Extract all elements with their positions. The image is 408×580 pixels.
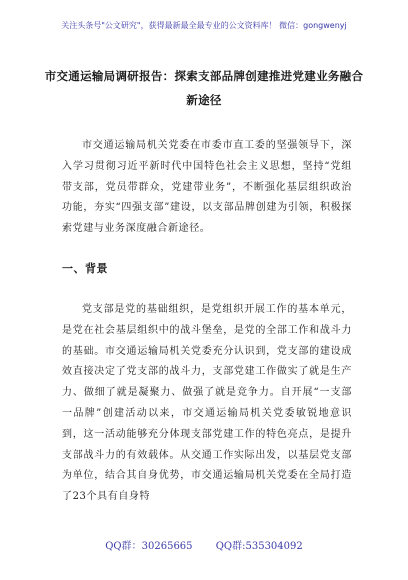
footer-qq-group-1: QQ群：30265665 xyxy=(105,541,193,552)
document-title: 市交通运输局调研报告：探索支部品牌创建推进党建业务融合新途径 xyxy=(44,69,364,107)
section-body-paragraph: 党支部是党的基础组织，是党组织开展工作的基本单元，是党在社会基层组织中的战斗堡垒，是党的全部工作和战斗力的基础。市交通运输局机关党委充分认识到，党支部的建设成效直接决定了党支部的战斗力，支部党建工作做实了就是生产力、做细了就是凝聚力、做强了就是竞争力。自开展“一支部一品牌”创建活动以来，市交通运输局机关党委敏锐地意识到，这一活动能够充分体现支部党建工作的特色亮点，是提升支部战斗力的有效载体。从交通工作实际出发，以基层党支部为单位，结合其自身优势，市交通运输局机关党委在全局打造了23个具有自身特 xyxy=(62,304,352,503)
section-heading-background: 一、背景 xyxy=(62,262,108,275)
footer-contact xyxy=(0,537,408,552)
intro-paragraph: 市交通运输局机关党委在市委市直工委的坚强领导下，深入学习贯彻习近平新时代中国特色社会主义思想，坚持“党组带支部，党员带群众，党建带业务”，不断强化基层组织政治功能，夯实“四强支部”建设，以支部品牌创建为引领，积极探索党建与业务深度融合新途径。 xyxy=(62,140,352,235)
footer-qq-group-2: QQ群:535304092 xyxy=(215,541,303,552)
header-promo-note: 关注头条号"公文研究"，获得最新最全最专业的公文资料库！ 微信：gongwenyj xyxy=(61,21,347,30)
